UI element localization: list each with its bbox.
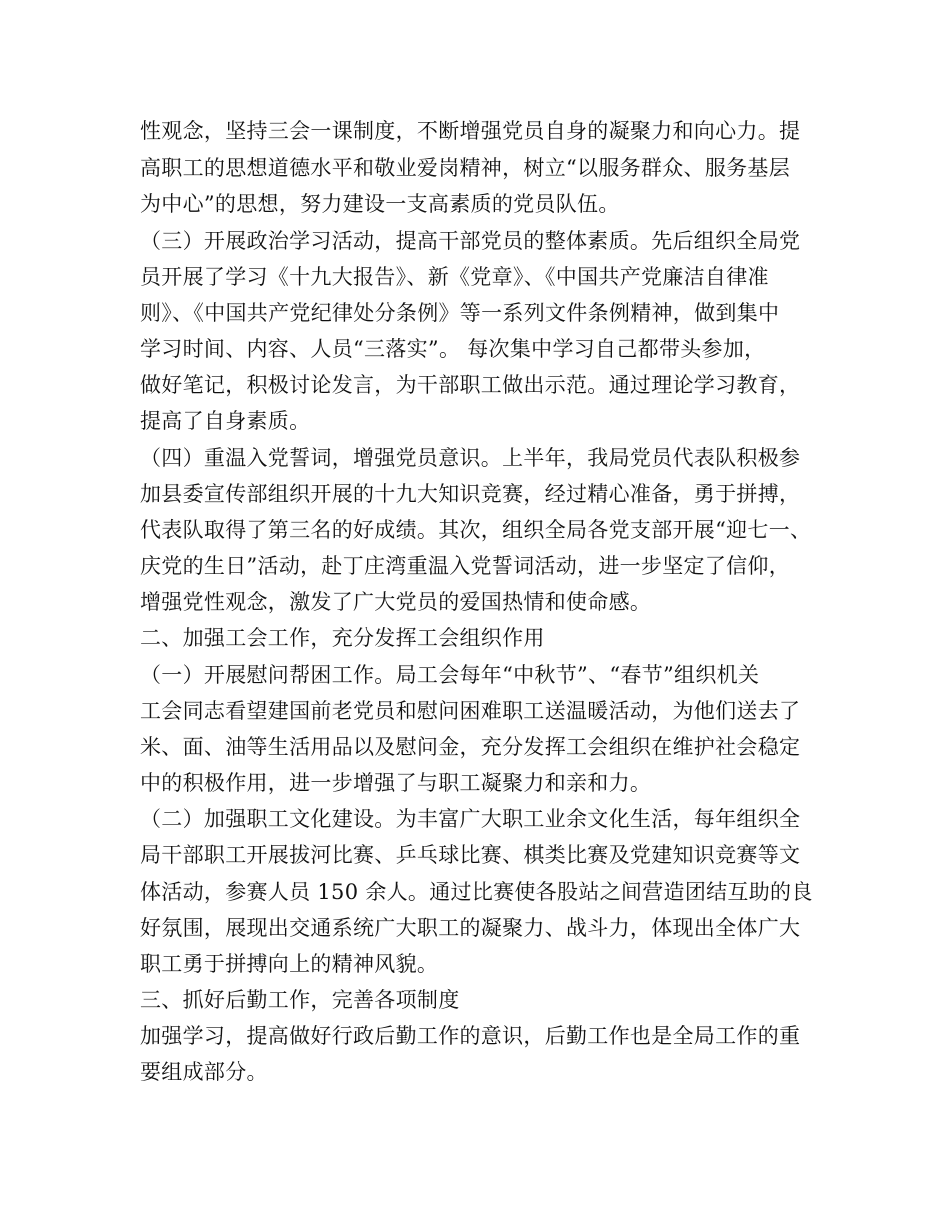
text-line: 要组成部分。 — [140, 1060, 268, 1084]
text-line: 中的积极作用，进一步增强了与职工凝聚力和亲和力。 — [140, 771, 652, 795]
text-line: （三）开展政治学习活动，提高干部党员的整体素质。先后组织全局党 — [140, 229, 801, 253]
text-line: 高职工的思想道德水平和敬业爱岗精神，树立“以服务群众、服务基层 — [140, 156, 791, 180]
text-line: 则》、《中国共产党纪律处分条例》等一系列文件条例精神，做到集中 — [140, 301, 780, 325]
text-line: （一）开展慰问帮困工作。局工会每年“中秋节”、“春节”组织机关 — [140, 663, 760, 687]
text-line: 职工勇于拼搏向上的精神风貌。 — [140, 952, 439, 976]
text-line: 工会同志看望建国前老党员和慰问困难职工送温暖活动，为他们送去了 — [140, 699, 801, 723]
text-line: 性观念，坚持三会一课制度，不断增强党员自身的凝聚力和向心力。提 — [140, 119, 801, 143]
text-line: 增强党性观念，激发了广大党员的爱国热情和使命感。 — [140, 590, 652, 614]
text-line: （二）加强职工文化建设。为丰富广大职工业余文化生活，每年组织全 — [140, 807, 801, 831]
text-line: 提高了自身素质。 — [140, 409, 311, 433]
section-heading: 三、抓好后勤工作，完善各项制度 — [140, 988, 460, 1012]
text-line: 好氛围，展现出交通系统广大职工的凝聚力、战斗力，体现出全体广大 — [140, 916, 801, 940]
text-line: 做好笔记，积极讨论发言，为干部职工做出示范。通过理论学习教育， — [140, 373, 801, 397]
text-line: 为中心”的思想，努力建设一支高素质的党员队伍。 — [140, 192, 620, 216]
section-heading: 二、加强工会工作，充分发挥工会组织作用 — [140, 626, 545, 650]
text-line: 学习时间、内容、人员“三落实”。 每次集中学习自己都带头参加， — [140, 337, 766, 361]
text-line: （四）重温入党誓词，增强党员意识。上半年，我局党员代表队积极参 — [140, 446, 801, 470]
text-line: 加县委宣传部组织开展的十九大知识竞赛，经过精心准备，勇于拼搏， — [140, 482, 801, 506]
text-line: 员开展了学习《十九大报告》、新《党章》、《中国共产党廉洁自律准 — [140, 265, 769, 289]
text-line: 体活动，参赛人员 150 余人。通过比赛使各股站之间营造团结互助的良 — [140, 880, 813, 904]
text-line: 庆党的生日”活动，赴丁庄湾重温入党誓词活动，进一步坚定了信仰， — [140, 554, 791, 578]
text-line: 加强学习，提高做好行政后勤工作的意识，后勤工作也是全局工作的重 — [140, 1024, 801, 1048]
text-line: 米、面、油等生活用品以及慰问金，充分发挥工会组织在维护社会稳定 — [140, 735, 801, 759]
text-line: 代表队取得了第三名的好成绩。其次，组织全局各党支部开展“迎七一、 — [140, 518, 812, 542]
text-line: 局干部职工开展拔河比赛、乒乓球比赛、棋类比赛及党建知识竞赛等文 — [140, 843, 801, 867]
